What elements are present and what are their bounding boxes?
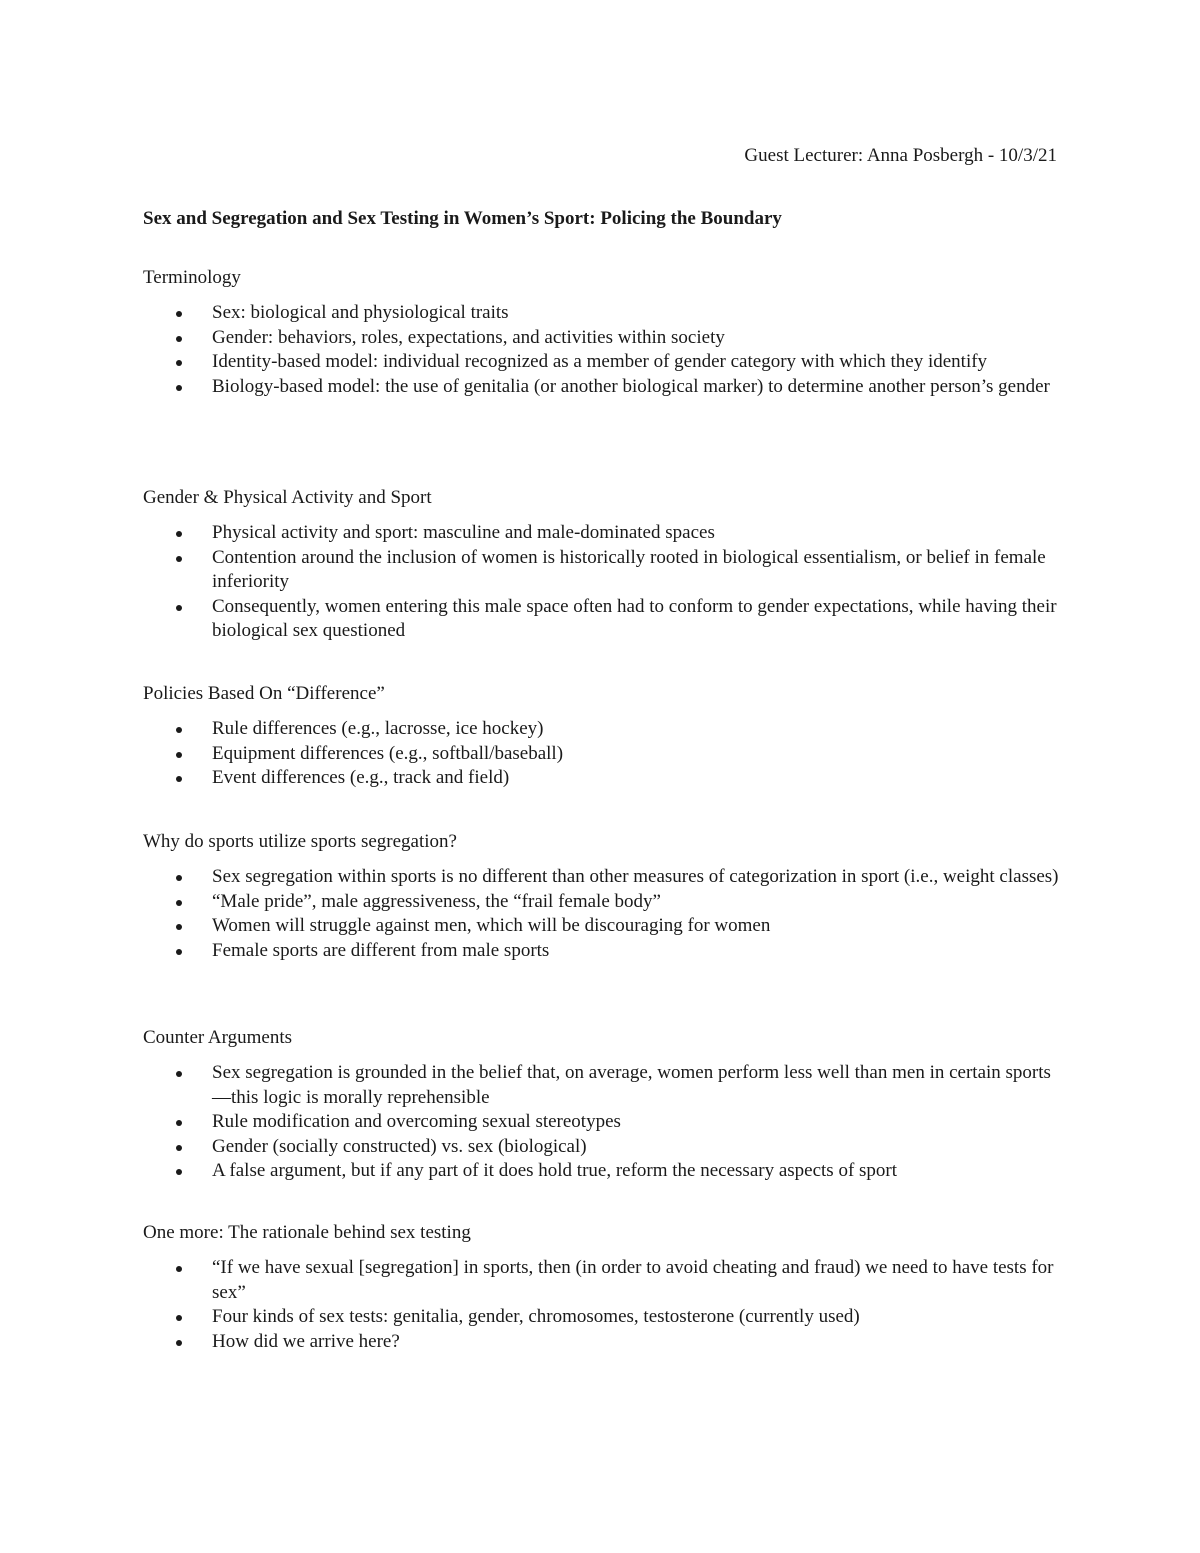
section-heading: Counter Arguments [143, 1027, 293, 1048]
list-item [143, 914, 1063, 939]
list-item [143, 1135, 1063, 1160]
section-policies-difference [143, 681, 1063, 791]
list-item-text: Rule modification and overcoming sexual stereotypes [212, 1111, 621, 1133]
list-item [143, 1061, 1063, 1110]
list-item-text: Sex segregation is grounded in the belief that, on average, women perform less well than men in certain sports—this logic is morally reprehensible [212, 1062, 1051, 1108]
list-item-text: Physical activity and sport: masculine and male-dominated spaces [212, 522, 715, 543]
list-item-text: Identity-based model: individual recognized as a member of gender category with which they identify [212, 351, 988, 373]
bullet-icon [176, 776, 182, 782]
bullet-icon [176, 1315, 182, 1321]
bullet-icon [176, 336, 182, 342]
bullet-icon [176, 1169, 182, 1175]
list-item-text: “Male pride”, male aggressiveness, the “frail female body” [212, 890, 661, 912]
list-item [143, 890, 1063, 915]
list-item [143, 865, 1063, 890]
list-item [143, 546, 1063, 595]
bullet-icon [176, 556, 182, 562]
list-item [143, 301, 1063, 326]
bullet-list [143, 1061, 1063, 1184]
bullet-list [143, 301, 1063, 399]
list-item-text: Female sports are different from male sports [212, 939, 550, 961]
list-item-text: Contention around the inclusion of women is historically rooted in biological essentialism, or belief in female inferiority [212, 546, 1046, 593]
bullet-list [143, 865, 1063, 963]
bullet-icon [176, 531, 182, 537]
bullet-icon [176, 1145, 182, 1151]
list-item-text: Women will struggle against men, which will be discouraging for women [212, 915, 771, 937]
list-item-text: Four kinds of sex tests: genitalia, gender, chromosomes, testosterone (currently used) [212, 1306, 860, 1328]
list-item [143, 375, 1063, 400]
list-item-text: How did we arrive here? [212, 1330, 400, 1352]
list-item-text: Event differences (e.g., track and field) [212, 767, 510, 789]
bullet-icon [176, 605, 182, 611]
bullet-icon [176, 311, 182, 317]
bullet-icon [176, 875, 182, 881]
bullet-list [143, 1256, 1063, 1354]
section-heading: Terminology [143, 267, 241, 288]
section-counter-arguments [143, 1025, 1063, 1184]
section-why-segregation [143, 829, 1063, 963]
list-item [143, 350, 1063, 375]
bullet-icon [176, 1071, 182, 1077]
bullet-icon [176, 360, 182, 366]
bullet-list [143, 717, 1063, 791]
list-item-text: Equipment differences (e.g., softball/baseball) [212, 742, 564, 764]
section-heading: One more: The rationale behind sex testing [143, 1222, 471, 1243]
list-item [143, 521, 1063, 546]
list-item-text: A false argument, but if any part of it does hold true, reform the necessary aspects of sport [212, 1160, 898, 1182]
list-item-text: “If we have sexual [segregation] in sports, then (in order to avoid cheating and fraud) we need to have tests for sex” [212, 1257, 1054, 1303]
bullet-icon [176, 949, 182, 955]
bullet-icon [176, 924, 182, 930]
bullet-icon [176, 1266, 182, 1272]
list-item [143, 717, 1063, 742]
bullet-icon [176, 900, 182, 906]
lecturer-header: Guest Lecturer: Anna Posbergh - 10/3/21 [744, 145, 1057, 166]
section-heading: Gender & Physical Activity and Sport [143, 487, 432, 508]
list-item-text: Consequently, women entering this male space often had to conform to gender expectations, while having their biological sex questioned [212, 595, 1057, 642]
list-item [143, 742, 1063, 767]
list-item-text: Gender (socially constructed) vs. sex (biological) [212, 1135, 587, 1157]
section-terminology [143, 265, 1063, 399]
list-item-text: Sex: biological and physiological traits [212, 302, 509, 323]
bullet-icon [176, 727, 182, 733]
list-item [143, 1305, 1063, 1330]
section-sex-testing-rationale [143, 1220, 1063, 1354]
page-title: Sex and Segregation and Sex Testing in Women’s Sport: Policing the Boundary [143, 208, 782, 229]
section-heading: Policies Based On “Difference” [143, 683, 385, 704]
list-item-text: Gender: behaviors, roles, expectations, and activities within society [212, 326, 725, 348]
list-item [143, 326, 1063, 351]
list-item-text: Sex segregation within sports is no different than other measures of categorization in sport (i.e., weight classes) [212, 866, 1059, 887]
bullet-icon [176, 385, 182, 391]
section-heading: Why do sports utilize sports segregation? [143, 831, 457, 852]
bullet-icon [176, 752, 182, 758]
list-item [143, 766, 1063, 791]
list-item [143, 939, 1063, 964]
list-item-text: Rule differences (e.g., lacrosse, ice hockey) [212, 718, 544, 739]
bullet-list [143, 521, 1063, 644]
bullet-icon [176, 1340, 182, 1346]
list-item [143, 1159, 1063, 1184]
section-gender-physical-activity [143, 485, 1063, 644]
list-item [143, 1256, 1063, 1305]
list-item-text: Biology-based model: the use of genitalia (or another biological marker) to determine another person’s gender [212, 375, 1050, 397]
list-item [143, 1330, 1063, 1355]
list-item [143, 1110, 1063, 1135]
bullet-icon [176, 1120, 182, 1126]
list-item [143, 595, 1063, 644]
